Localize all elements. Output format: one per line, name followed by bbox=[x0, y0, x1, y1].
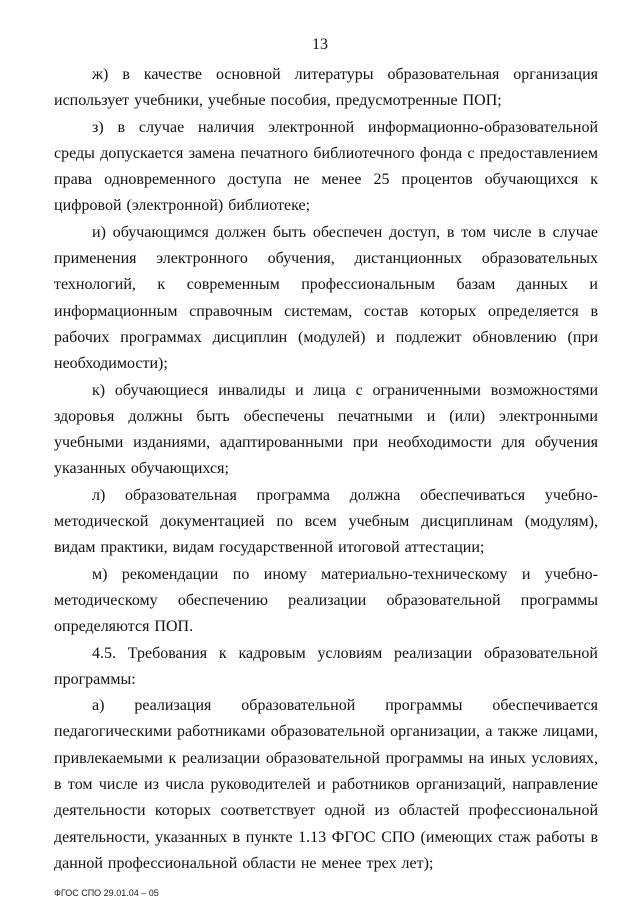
paragraph-a: а) реализация образовательной программы обеспечивается педагогическими работниками образовательной организации, а также лицами, привлекаемыми к реализации образовательной программы на иных условиях, в том числе из числа руководителей и работников организаций, направление деятельности которых соответствует одной из областей профессиональной деятельности, указанных в пункте 1.13 ФГОС СПО (имеющих стаж работы в данной профессиональной области не менее трех лет); bbox=[54, 697, 598, 872]
section-heading-4-5: 4.5. Требования к кадровым условиям реализации образовательной программы: bbox=[54, 644, 598, 688]
paragraph-l: л) образовательная программа должна обеспечиваться учебно-методической документацией по всем учебным дисциплинам (модулям), видам практики, видам государственной итоговой аттестации; bbox=[54, 486, 598, 557]
paragraph-zh: ж) в качестве основной литературы образовательная организация использует учебники, учебные пособия, предусмотренные ПОП; bbox=[54, 66, 598, 110]
page-number: 13 bbox=[312, 36, 328, 53]
footer-document-code: ФГОС СПО 29.01.04 – 05 bbox=[54, 888, 159, 898]
paragraph-m: м) рекомендации по иному материально-техническому и учебно-методическому обеспечению реализации образовательной программы определяются ПОП. bbox=[54, 565, 598, 636]
paragraph-z: з) в случае наличия электронной информационно-образовательной среды допускается замена печатного библиотечного фонда с предоставлением права одновременного доступа не менее 25 процентов обучающихся к цифровой (электронной) библиотеке; bbox=[54, 118, 598, 215]
paragraph-k: к) обучающиеся инвалиды и лица с ограниченными возможностями здоровья должны быть обеспечены печатными и (или) электронными учебными изданиями, адаптированными при необходимости для обучения указанных обучающихся; bbox=[54, 381, 598, 478]
paragraph-i: и) обучающимся должен быть обеспечен доступ, в том числе в случае применения электронного обучения, дистанционных образовательных технологий, к современным профессиональным базам данных и информационным справочным системам, состав которых определяется в рабочих программах дисциплин (модулей) и подлежит обновлению (при необходимости); bbox=[54, 223, 598, 373]
document-body bbox=[54, 62, 598, 877]
